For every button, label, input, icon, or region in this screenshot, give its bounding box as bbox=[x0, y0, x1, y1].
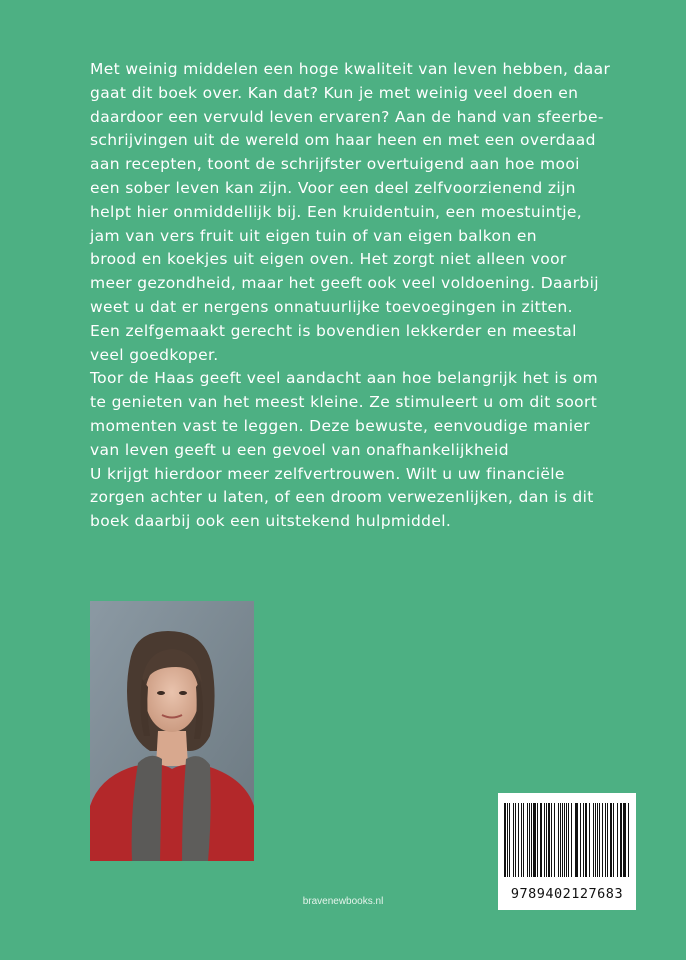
barcode-bar bbox=[515, 803, 516, 877]
barcode-bar bbox=[504, 803, 506, 877]
barcode-bar bbox=[610, 803, 612, 877]
barcode-bar bbox=[537, 803, 538, 877]
isbn-number: 9789402127683 bbox=[510, 886, 624, 902]
barcode-bar bbox=[613, 803, 614, 877]
barcode-bar bbox=[540, 803, 542, 877]
barcode-bar bbox=[617, 803, 618, 877]
barcode-bar bbox=[554, 803, 555, 877]
isbn-barcode bbox=[498, 793, 636, 910]
barcode-bar bbox=[544, 803, 545, 877]
barcode-bar bbox=[513, 803, 514, 877]
barcode-bar bbox=[628, 803, 629, 877]
barcode-bar bbox=[521, 803, 522, 877]
barcode-bar bbox=[571, 803, 572, 877]
barcode-bar bbox=[558, 803, 559, 877]
barcode-bar bbox=[602, 803, 603, 877]
barcode-bar bbox=[580, 803, 581, 877]
barcode-bar bbox=[583, 803, 584, 877]
blurb-paragraph-1: Met weinig middelen een hoge kwaliteit van leven hebben, daar gaat dit boek over. Kan dat? Kun je met weinig veel doen en daardoor een vervuld leven ervaren? Aan de hand van sfeerbe- schrijvingen uit de wereld om haar heen en met een overdaad aan recepten, toont de schrijfster overtuigend aan hoe mooi een sober leven kan zijn. Voor een deel zelfvoorzienend zijn helpt hier onmiddellijk bij. Een kruidentuin, een moestuintje, jam van vers fruit uit eigen tuin of van eigen balkon en brood en koekjes uit eigen oven. Het zorgt niet alleen voor meer gezondheid, maar het geeft ook veel voldoening. Daarbij weet u dat er nergens onnatuurlijke toevoegingen in zitten. Een zelfgemaakt gerecht is bovendien lekkerder en meestal veel goedkoper. bbox=[90, 60, 611, 364]
barcode-bar bbox=[531, 803, 532, 877]
barcode-bar bbox=[599, 803, 600, 877]
barcode-bar bbox=[546, 803, 547, 877]
barcode-bar bbox=[548, 803, 550, 877]
barcode-bar bbox=[605, 803, 606, 877]
barcode-bar bbox=[568, 803, 569, 877]
barcode-bar bbox=[562, 803, 563, 877]
barcode-bar bbox=[507, 803, 508, 877]
barcode-bar bbox=[620, 803, 622, 877]
barcode-bar bbox=[597, 803, 598, 877]
blurb-paragraph-2: Toor de Haas geeft veel aandacht aan hoe belangrijk het is om te genieten van het meest kleine. Ze stimuleert u om dit soort momenten vast te leggen. Deze bewuste, eenvoudige manier van leven geeft u een gevoel van onafhankelijkheid U krijgt hierdoor meer zelfvertrouwen. Wilt u uw financiële zorgen achter u laten, of een droom verwezenlijken, dan is dit boek daarbij ook een uitstekend hulpmiddel. bbox=[90, 369, 598, 531]
publisher-website: bravenewbooks.nl bbox=[302, 896, 384, 907]
barcode-bar bbox=[551, 803, 552, 877]
barcode-bar bbox=[560, 803, 561, 877]
barcode-bar bbox=[533, 803, 536, 877]
author-photo bbox=[90, 601, 254, 861]
barcode-bar bbox=[529, 803, 530, 877]
barcode-bar bbox=[575, 803, 578, 877]
barcode-bar bbox=[623, 803, 626, 877]
barcode-bar bbox=[585, 803, 587, 877]
barcode-bar bbox=[527, 803, 528, 877]
barcode-bar bbox=[595, 803, 596, 877]
barcode-bar bbox=[607, 803, 608, 877]
barcode-bar bbox=[518, 803, 519, 877]
barcode-bar bbox=[566, 803, 567, 877]
barcode-bar bbox=[523, 803, 524, 877]
barcode-bar bbox=[509, 803, 510, 877]
barcode-bar bbox=[593, 803, 594, 877]
barcode-bar bbox=[564, 803, 565, 877]
barcode-bar bbox=[589, 803, 590, 877]
back-cover-blurb bbox=[90, 58, 650, 534]
